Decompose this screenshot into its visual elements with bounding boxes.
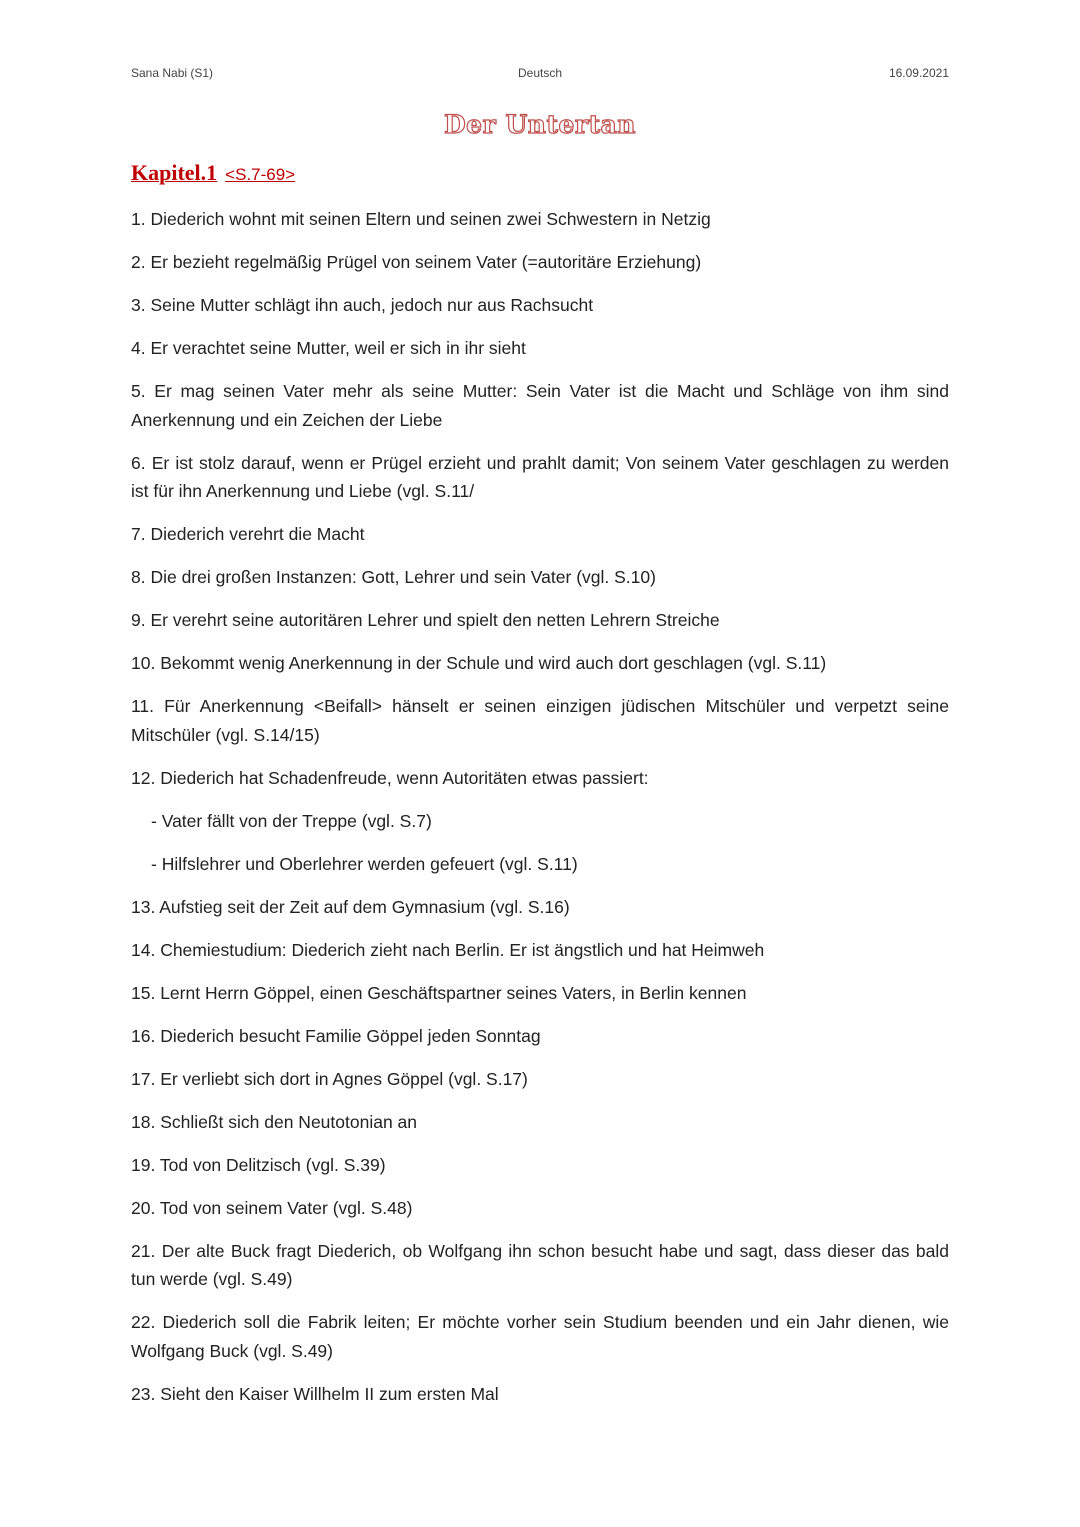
header-subject: Deutsch [517, 66, 563, 80]
summary-list [131, 205, 949, 1423]
document-title: Der Untertan [444, 110, 636, 139]
list-item: 14. Chemiestudium: Diederich zieht nach Berlin. Er ist ängstlich und hat Heimweh [131, 939, 765, 960]
header-author: Sana Nabi (S1) [131, 66, 214, 80]
list-item: 1. Diederich wohnt mit seinen Eltern und seinen zwei Schwestern in Netzig [131, 209, 711, 229]
list-item: 17. Er verliebt sich dort in Agnes Göppel (vgl. S.17) [131, 1068, 528, 1089]
list-item: 21. Der alte Buck fragt Diederich, ob Wolfgang ihn schon besucht habe und sagt, dass dieser das bald tun werde (vgl. S.49) [131, 1240, 949, 1289]
chapter-page-range: <S.7-69> [225, 165, 296, 184]
list-item: 19. Tod von Delitzisch (vgl. S.39) [131, 1154, 386, 1175]
list-item: 5. Er mag seinen Vater mehr als seine Mutter: Sein Vater ist die Macht und Schläge von ihm sind Anerkennung und ein Zeichen der Liebe [131, 381, 949, 430]
list-item: 12. Diederich hat Schadenfreude, wenn Autoritäten etwas passiert: [131, 767, 649, 788]
list-item: 2. Er bezieht regelmäßig Prügel von seinem Vater (=autoritäre Erziehung) [131, 252, 702, 272]
list-item: 10. Bekommt wenig Anerkennung in der Schule und wird auch dort geschlagen (vgl. S.11) [131, 653, 827, 673]
chapter-heading [131, 160, 295, 186]
list-subitem: - Vater fällt von der Treppe (vgl. S.7) [151, 810, 432, 831]
list-item: 16. Diederich besucht Familie Göppel jeden Sonntag [131, 1025, 541, 1046]
list-item: 22. Diederich soll die Fabrik leiten; Er möchte vorher sein Studium beenden und ein Jahr dienen, wie Wolfgang Buck (vgl. S.49) [131, 1312, 949, 1361]
list-item: 23. Sieht den Kaiser Willhelm II zum ersten Mal [131, 1383, 499, 1404]
list-item: 6. Er ist stolz darauf, wenn er Prügel erzieht und prahlt damit; Von seinem Vater geschlagen zu werden ist für ihn Anerkennung und Liebe (vgl. S.11/ [131, 452, 949, 501]
list-item: 11. Für Anerkennung <Beifall> hänselt er seinen einzigen jüdischen Mitschüler und verpetzt seine Mitschüler (vgl. S.14/15) [131, 696, 949, 745]
list-item: 13. Aufstieg seit der Zeit auf dem Gymnasium (vgl. S.16) [131, 896, 570, 917]
list-subitem: - Hilfslehrer und Oberlehrer werden gefeuert (vgl. S.11) [151, 853, 578, 874]
page-header [131, 66, 949, 84]
list-item: 7. Diederich verehrt die Macht [131, 524, 365, 544]
list-item: 4. Er verachtet seine Mutter, weil er sich in ihr sieht [131, 338, 526, 358]
list-item: 15. Lernt Herrn Göppel, einen Geschäftspartner seines Vaters, in Berlin kennen [131, 982, 747, 1003]
list-item: 18. Schließt sich den Neutotonian an [131, 1111, 418, 1132]
list-item: 20. Tod von seinem Vater (vgl. S.48) [131, 1197, 413, 1218]
header-date: 16.09.2021 [888, 66, 949, 80]
chapter-name: Kapitel.1 [131, 160, 218, 185]
list-item: 3. Seine Mutter schlägt ihn auch, jedoch nur aus Rachsucht [131, 295, 594, 315]
list-item: 9. Er verehrt seine autoritären Lehrer und spielt den netten Lehrern Streiche [131, 610, 720, 630]
list-item: 8. Die drei großen Instanzen: Gott, Lehrer und sein Vater (vgl. S.10) [131, 567, 656, 587]
